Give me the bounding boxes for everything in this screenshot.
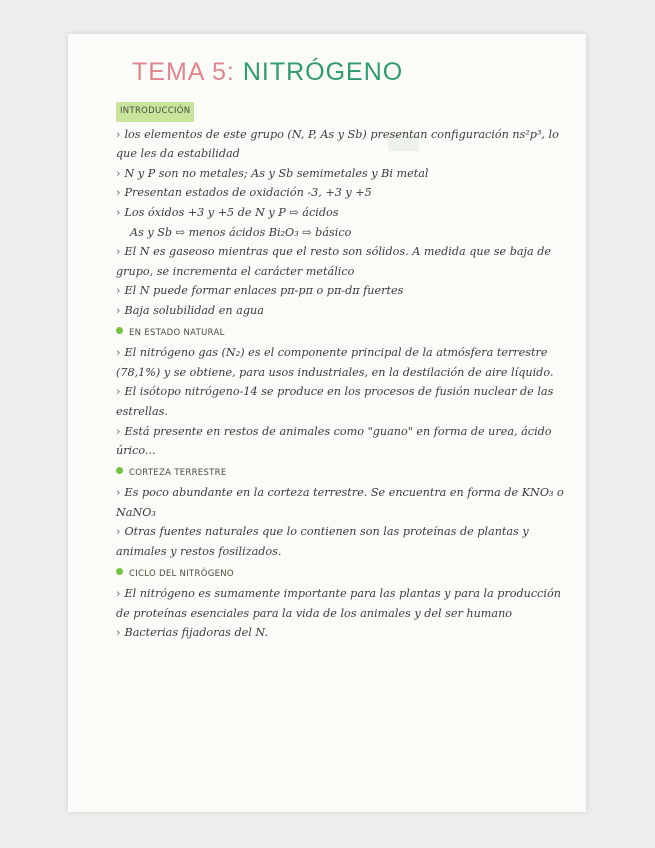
intro-bullet-2: › N y P son no metales; As y Sb semimetales y Bi metal — [116, 164, 578, 184]
corteza-section-heading — [116, 464, 578, 484]
ciclo-bullet-1: › El nitrógeno es sumamente importante para las plantas y para la producción de proteínas esenciales para la vida de los animales y del ser humano — [116, 584, 578, 623]
bullet-dot-icon — [116, 327, 123, 334]
corteza-bullet-1: › Es poco abundante en la corteza terrestre. Se encuentra en forma de KNO₃ o NaNO₃ — [116, 483, 578, 522]
ciclo-heading: CICLO DEL NITRÓGENO — [129, 568, 234, 579]
bullet-dot-icon — [116, 467, 123, 474]
intro-bullet-4-sub: As y Sb ⇨ menos ácidos Bi₂O₃ ⇨ básico — [130, 225, 352, 239]
natural-bullet-2: › El isótopo nitrógeno-14 se produce en los procesos de fusión nuclear de las estrellas. — [116, 382, 578, 421]
corteza-heading: CORTEZA TERRESTRE — [129, 467, 227, 478]
intro-bullet-4: › Los óxidos +3 y +5 de N y P ⇨ ácidos — [116, 203, 578, 223]
intro-bullet-5: › El N es gaseoso mientras que el resto son sólidos. A medida que se baja de grupo, se incrementa el carácter metálico — [116, 242, 578, 281]
ciclo-bullet-2: › Bacterias fijadoras del N. — [116, 623, 578, 643]
notes-content — [116, 100, 578, 643]
intro-bullet-6: › El N puede formar enlaces pπ-pπ o pπ-dπ fuertes — [116, 281, 578, 301]
page-title — [132, 58, 403, 87]
title-part-1: TEMA 5: — [132, 58, 235, 86]
corteza-bullet-2: › Otras fuentes naturales que lo contienen son las proteínas de plantas y animales y restos fosilizados. — [116, 522, 578, 561]
intro-bullet-7: › Baja solubilidad en agua — [116, 301, 578, 321]
intro-heading: INTRODUCCIÓN — [116, 102, 194, 122]
title-part-2: NITRÓGENO — [242, 58, 404, 86]
natural-bullet-1: › El nitrógeno gas (N₂) es el componente principal de la atmósfera terrestre (78,1%) y se obtiene, para usos industriales, en la destilación de aire líquido. — [116, 343, 578, 382]
ciclo-section-heading — [116, 565, 578, 585]
bullet-dot-icon — [116, 568, 123, 575]
natural-section-heading — [116, 324, 578, 344]
notebook-page — [68, 34, 586, 812]
natural-bullet-3: › Está presente en restos de animales como "guano" en forma de urea, ácido úrico... — [116, 422, 578, 461]
intro-bullet-3: › Presentan estados de oxidación -3, +3 y +5 — [116, 183, 578, 203]
intro-bullet-1: › los elementos de este grupo (N, P, As y Sb) presentan configuración ns²p³, lo que les da estabilidad — [116, 125, 578, 164]
natural-heading: EN ESTADO NATURAL — [129, 327, 225, 338]
